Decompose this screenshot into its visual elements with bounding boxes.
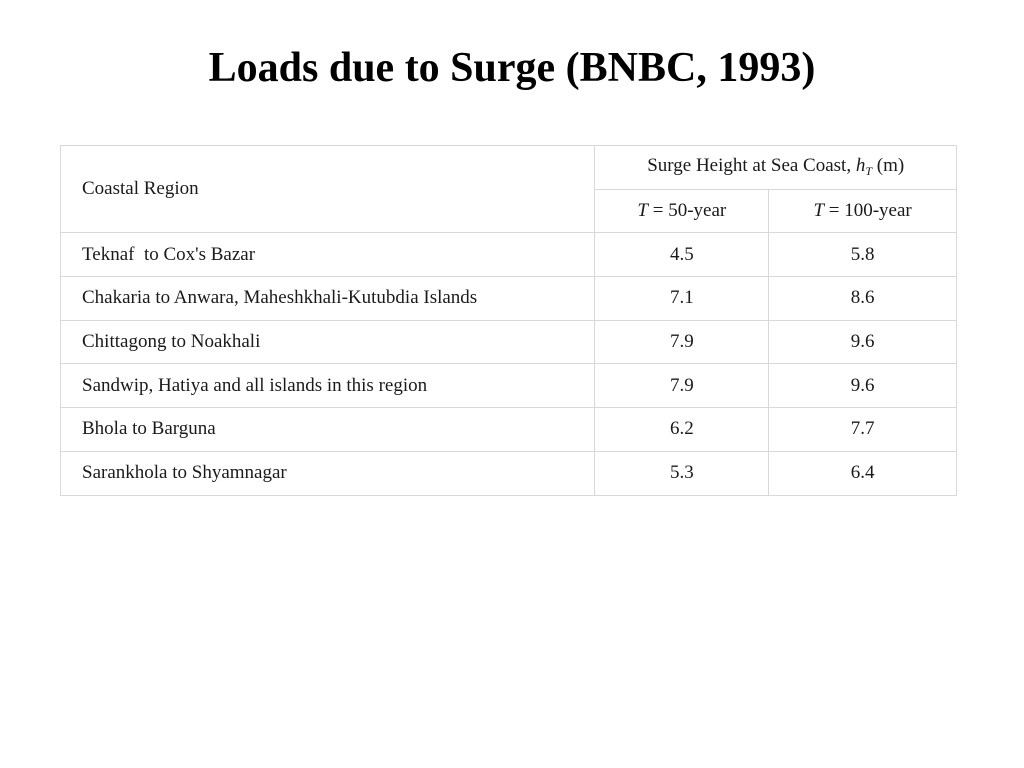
table-row xyxy=(61,408,957,452)
period-label: = 50-year xyxy=(648,200,727,222)
surge-height-header xyxy=(595,146,957,190)
t100-cell: 6.4 xyxy=(769,451,957,495)
t50-cell: 7.9 xyxy=(595,364,769,408)
period-label: = 100-year xyxy=(824,200,912,222)
table-row xyxy=(61,320,957,364)
t100-cell: 9.6 xyxy=(769,364,957,408)
region-cell: Teknaf to Cox's Bazar xyxy=(61,233,595,277)
surge-height-variable: h xyxy=(855,155,866,177)
region-cell: Chittagong to Noakhali xyxy=(61,320,595,364)
table-row xyxy=(61,233,957,277)
coastal-region-header: Coastal Region xyxy=(61,146,595,233)
period-variable: T xyxy=(637,200,648,222)
table-header-row xyxy=(61,146,957,190)
t50-cell: 7.1 xyxy=(595,277,769,321)
surge-height-table xyxy=(60,145,957,496)
t50-cell: 4.5 xyxy=(595,233,769,277)
slide-title: Loads due to Surge (BNBC, 1993) xyxy=(208,45,816,91)
period-variable: T xyxy=(813,200,825,222)
region-cell: Bhola to Barguna xyxy=(61,408,595,452)
surge-height-subscript: T xyxy=(865,164,873,179)
region-cell: Sarankhola to Shyamnagar xyxy=(61,451,595,495)
surge-height-unit: (m) xyxy=(872,155,905,177)
period-header-100 xyxy=(769,189,957,233)
t50-cell: 7.9 xyxy=(595,320,769,364)
t100-cell: 5.8 xyxy=(769,233,957,277)
region-cell: Sandwip, Hatiya and all islands in this region xyxy=(61,364,595,408)
table-row xyxy=(61,451,957,495)
surge-height-header-prefix: Surge Height at Sea Coast, xyxy=(647,155,856,177)
t100-cell: 7.7 xyxy=(769,408,957,452)
t100-cell: 8.6 xyxy=(769,277,957,321)
table-row xyxy=(61,364,957,408)
t100-cell: 9.6 xyxy=(769,320,957,364)
table-row xyxy=(61,277,957,321)
t50-cell: 6.2 xyxy=(595,408,769,452)
t50-cell: 5.3 xyxy=(595,451,769,495)
period-header-50 xyxy=(595,189,769,233)
region-cell: Chakaria to Anwara, Maheshkhali-Kutubdia Islands xyxy=(61,277,595,321)
